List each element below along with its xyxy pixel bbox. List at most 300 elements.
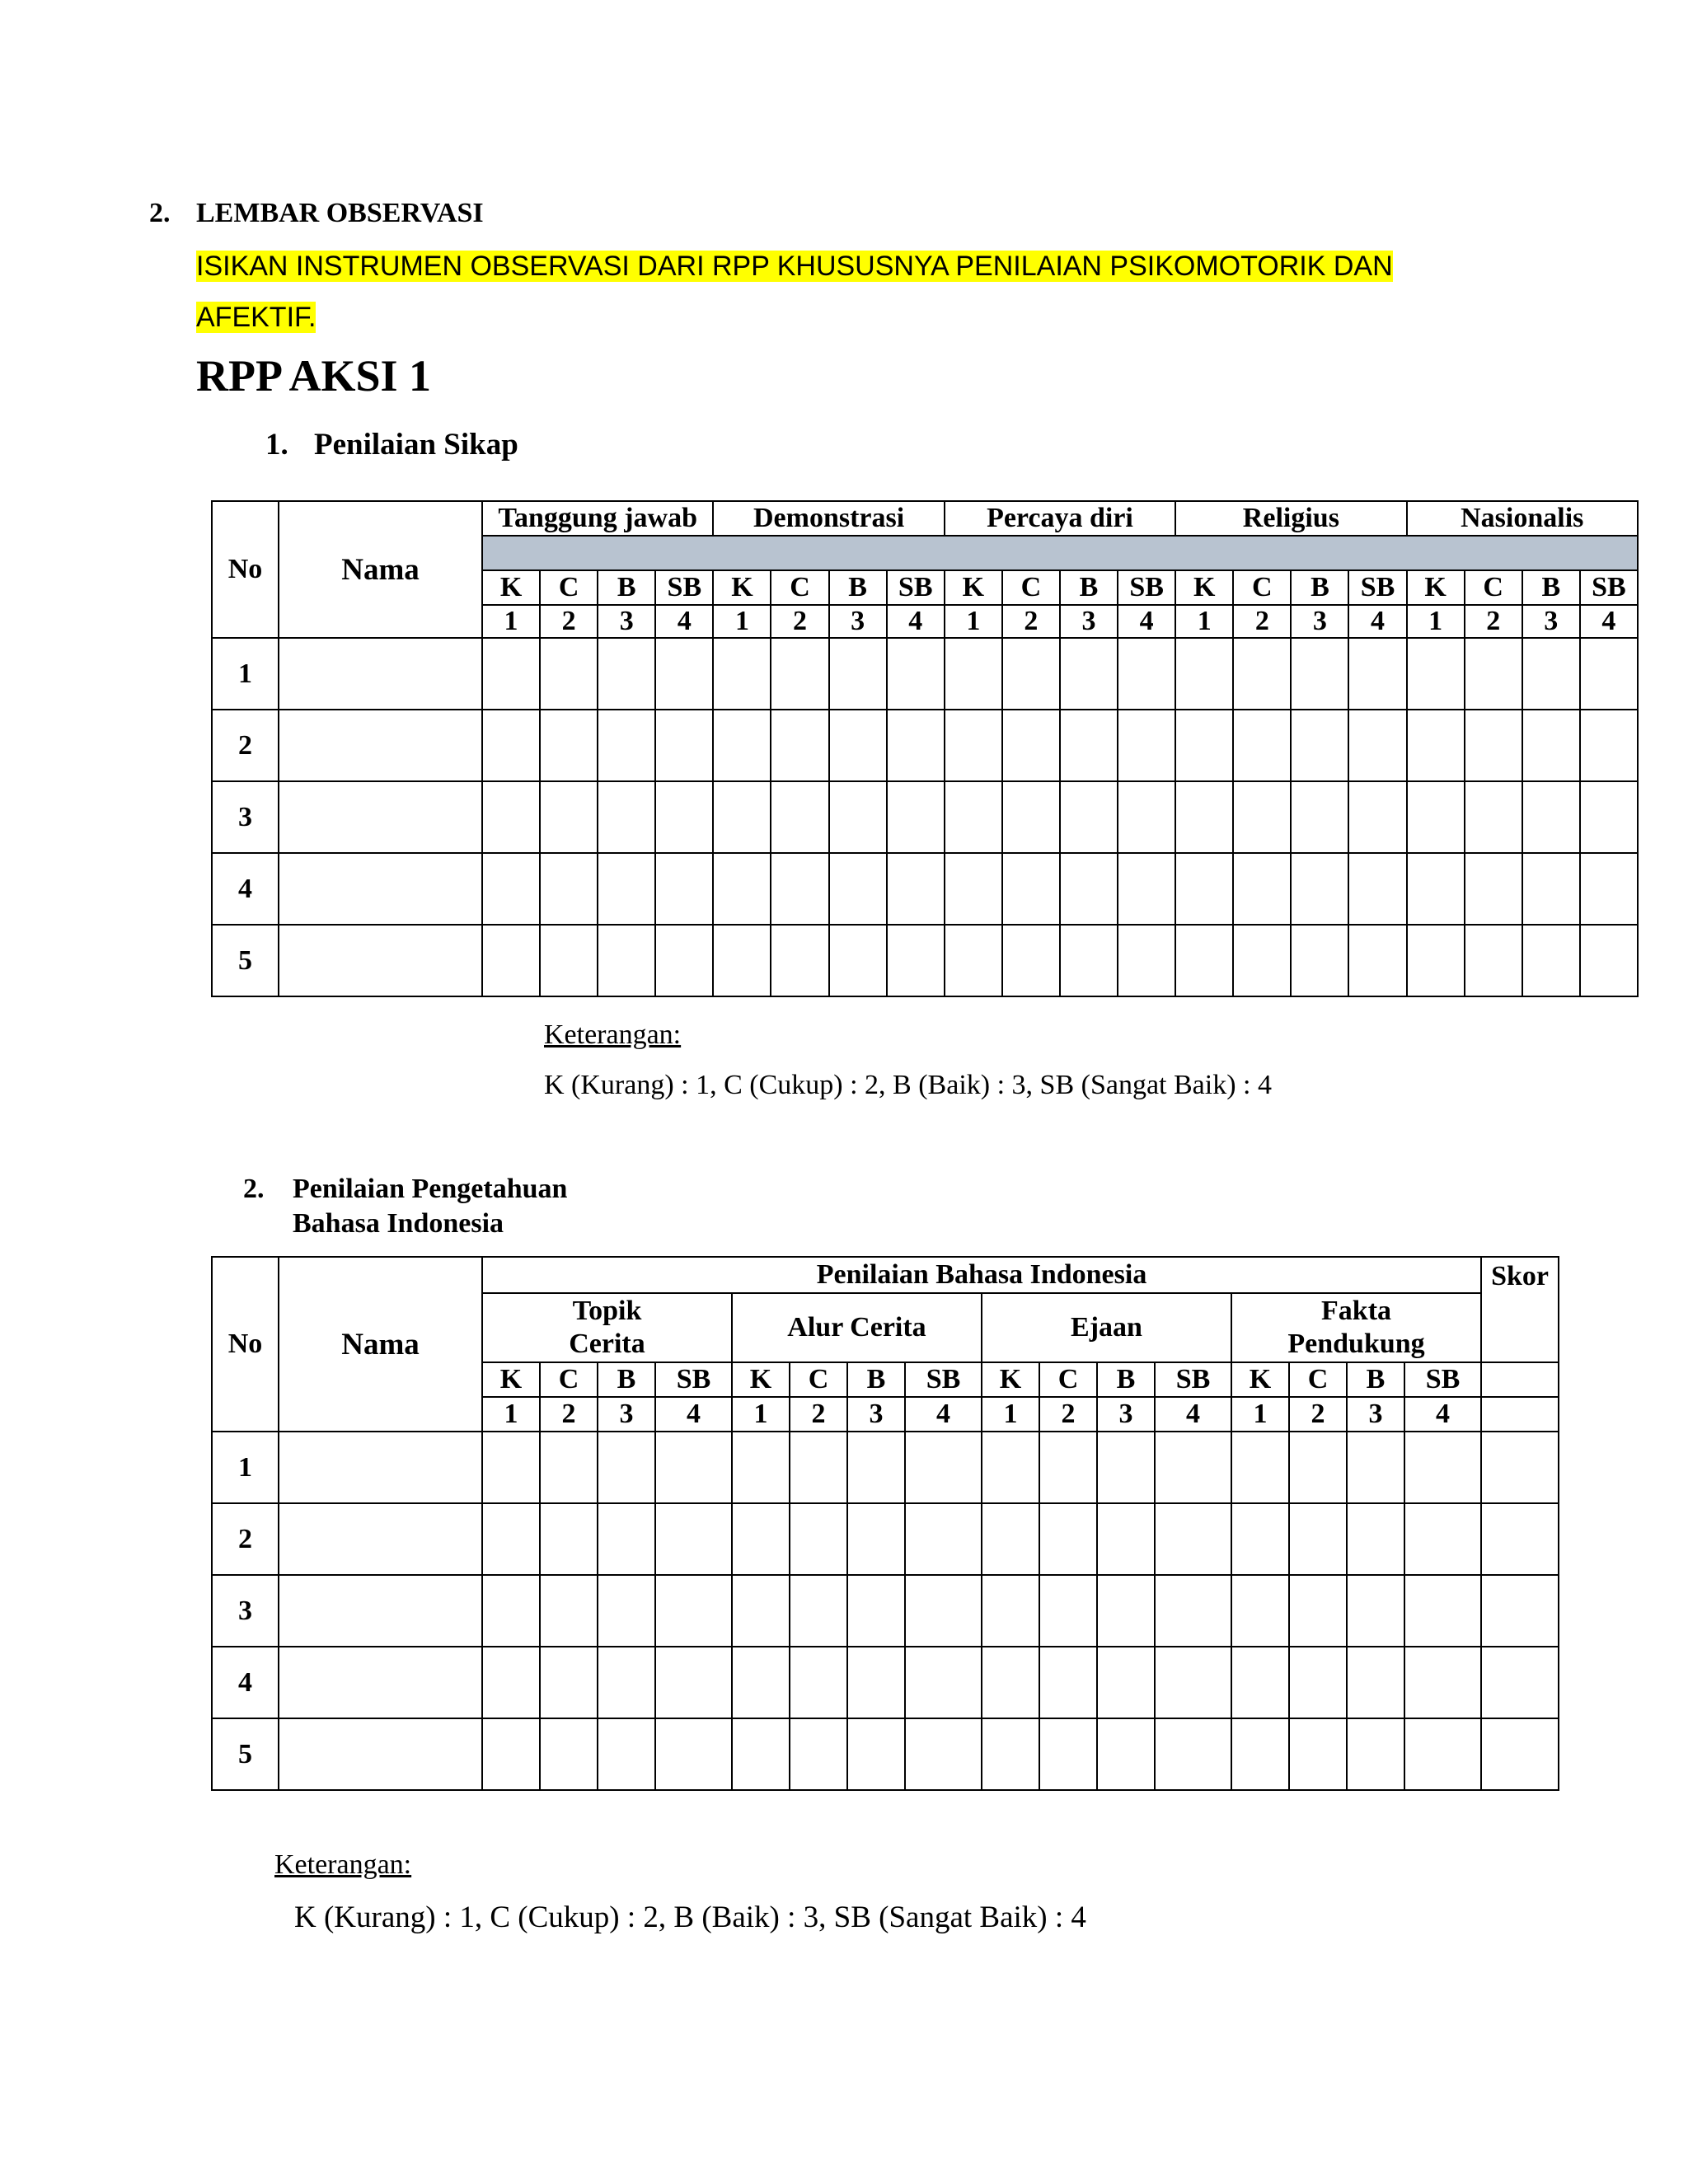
row-number: 4	[212, 853, 279, 925]
row-number: 5	[212, 1718, 279, 1790]
score-cell	[1289, 1718, 1347, 1790]
grade-header: K	[482, 570, 540, 605]
group-header: Religius	[1175, 501, 1406, 536]
score-cell	[982, 1575, 1039, 1647]
section-title: LEMBAR OBSERVASI	[196, 198, 484, 228]
name-cell	[279, 710, 482, 781]
score-header: 2	[1002, 605, 1060, 638]
score-cell	[1522, 925, 1580, 996]
score-cell	[482, 781, 540, 853]
score-cell	[1404, 1432, 1481, 1503]
score-cell	[1233, 638, 1291, 710]
name-cell	[279, 1503, 482, 1575]
score-cell	[982, 1503, 1039, 1575]
score-cell	[1348, 638, 1406, 710]
score-cell	[1404, 1647, 1481, 1718]
score-cell	[1097, 1718, 1155, 1790]
score-cell	[598, 853, 655, 925]
highlight-text: AFEKTIF.	[196, 302, 316, 333]
score-header: 2	[1289, 1397, 1347, 1432]
score-cell	[1233, 925, 1291, 996]
name-cell	[279, 1432, 482, 1503]
score-cell	[713, 853, 771, 925]
table-row	[212, 1503, 1559, 1575]
grade-header: B	[1347, 1362, 1404, 1397]
grade-header: SB	[1155, 1362, 1231, 1397]
score-cell	[1404, 1575, 1481, 1647]
score-header: 3	[1291, 605, 1348, 638]
score-cell	[1580, 638, 1638, 710]
score-header: 3	[1097, 1397, 1155, 1432]
grade-header: SB	[1404, 1362, 1481, 1397]
skor-cell	[1481, 1503, 1559, 1575]
score-cell	[1060, 853, 1118, 925]
score-cell	[1039, 1647, 1097, 1718]
score-header: 3	[598, 1397, 655, 1432]
table-row	[212, 638, 1638, 710]
score-cell	[598, 1432, 655, 1503]
name-cell	[279, 1718, 482, 1790]
score-cell	[540, 925, 598, 996]
score-cell	[713, 710, 771, 781]
part1-title: Penilaian Sikap	[314, 428, 518, 462]
score-cell	[1580, 853, 1638, 925]
score-cell	[1347, 1647, 1404, 1718]
score-cell	[1348, 781, 1406, 853]
grade-header: K	[1407, 570, 1465, 605]
score-cell	[598, 638, 655, 710]
grade-header: K	[482, 1362, 540, 1397]
score-cell	[655, 1432, 732, 1503]
grade-header: SB	[1118, 570, 1175, 605]
score-cell	[732, 1718, 790, 1790]
score-cell	[1175, 710, 1233, 781]
score-cell	[655, 1718, 732, 1790]
skor-cell	[1481, 1647, 1559, 1718]
score-cell	[1060, 781, 1118, 853]
grade-header: SB	[887, 570, 945, 605]
score-header: 1	[945, 605, 1002, 638]
score-cell	[771, 710, 828, 781]
keterangan-label: Keterangan:	[274, 1849, 412, 1880]
score-cell	[598, 1718, 655, 1790]
score-header: 3	[829, 605, 887, 638]
score-cell	[1155, 1575, 1231, 1647]
score-cell	[1347, 1503, 1404, 1575]
grade-header: SB	[1580, 570, 1638, 605]
score-header: 2	[540, 1397, 598, 1432]
score-cell	[713, 638, 771, 710]
score-cell	[1118, 638, 1175, 710]
score-header: 3	[1060, 605, 1118, 638]
name-cell	[279, 638, 482, 710]
group-header: Ejaan	[982, 1293, 1231, 1362]
score-cell	[1289, 1432, 1347, 1503]
score-cell	[1407, 638, 1465, 710]
score-cell	[482, 710, 540, 781]
score-cell	[598, 710, 655, 781]
score-cell	[1231, 1503, 1289, 1575]
skor-cell	[1481, 1575, 1559, 1647]
name-cell	[279, 781, 482, 853]
main-header: Penilaian Bahasa Indonesia	[482, 1257, 1481, 1293]
score-cell	[1580, 710, 1638, 781]
score-cell	[732, 1432, 790, 1503]
score-cell	[1233, 853, 1291, 925]
score-header: 4	[655, 605, 713, 638]
score-cell	[1522, 853, 1580, 925]
score-cell	[1060, 925, 1118, 996]
grade-header: C	[771, 570, 828, 605]
score-cell	[771, 638, 828, 710]
score-cell	[598, 925, 655, 996]
score-cell	[1407, 925, 1465, 996]
grade-header: K	[945, 570, 1002, 605]
score-cell	[1233, 781, 1291, 853]
score-header: 4	[1118, 605, 1175, 638]
score-cell	[732, 1503, 790, 1575]
col-skor-header: Skor	[1481, 1257, 1559, 1362]
score-cell	[905, 1718, 982, 1790]
score-header: 3	[847, 1397, 905, 1432]
score-header: 4	[1155, 1397, 1231, 1432]
score-header: 3	[598, 605, 655, 638]
score-cell	[540, 1647, 598, 1718]
group-header: Fakta Pendukung	[1231, 1293, 1481, 1362]
score-cell	[713, 781, 771, 853]
group-header: Alur Cerita	[732, 1293, 982, 1362]
highlight-text: ISIKAN INSTRUMEN OBSERVASI DARI RPP KHUSUSNYA PENILAIAN PSIKOMOTORIK DAN	[196, 251, 1393, 282]
score-cell	[945, 781, 1002, 853]
grade-header: B	[598, 570, 655, 605]
score-cell	[1465, 638, 1522, 710]
grade-header: B	[1291, 570, 1348, 605]
score-header: 1	[982, 1397, 1039, 1432]
grade-header: B	[847, 1362, 905, 1397]
score-cell	[829, 781, 887, 853]
grade-header: C	[1233, 570, 1291, 605]
score-cell	[1097, 1575, 1155, 1647]
score-cell	[1465, 853, 1522, 925]
score-header: 1	[732, 1397, 790, 1432]
score-cell	[1231, 1575, 1289, 1647]
grade-header: C	[1002, 570, 1060, 605]
score-header: 4	[1404, 1397, 1481, 1432]
grade-header: K	[982, 1362, 1039, 1397]
score-cell	[1097, 1647, 1155, 1718]
grade-header: C	[1465, 570, 1522, 605]
score-header: 4	[905, 1397, 982, 1432]
group-header: Topik Cerita	[482, 1293, 732, 1362]
score-cell	[945, 925, 1002, 996]
grade-header: C	[1289, 1362, 1347, 1397]
table-row	[212, 710, 1638, 781]
table-row	[212, 1718, 1559, 1790]
grade-header: C	[540, 1362, 598, 1397]
score-cell	[1155, 1647, 1231, 1718]
score-cell	[540, 1432, 598, 1503]
score-cell	[1465, 925, 1522, 996]
score-cell	[1097, 1432, 1155, 1503]
score-header: 2	[1039, 1397, 1097, 1432]
grade-header: B	[598, 1362, 655, 1397]
grade-header: B	[829, 570, 887, 605]
score-cell	[1155, 1718, 1231, 1790]
grade-header: C	[540, 570, 598, 605]
score-cell	[1522, 638, 1580, 710]
score-header: 1	[1407, 605, 1465, 638]
score-cell	[1175, 638, 1233, 710]
score-cell	[482, 1718, 540, 1790]
part2-title: Penilaian Pengetahuan	[293, 1174, 568, 1204]
score-cell	[1291, 853, 1348, 925]
score-cell	[540, 638, 598, 710]
score-cell	[790, 1647, 847, 1718]
score-cell	[1289, 1503, 1347, 1575]
score-cell	[790, 1718, 847, 1790]
score-cell	[1118, 781, 1175, 853]
score-cell	[598, 1575, 655, 1647]
score-cell	[887, 638, 945, 710]
score-cell	[482, 1575, 540, 1647]
row-number: 2	[212, 1503, 279, 1575]
skor-cell	[1481, 1432, 1559, 1503]
table-row	[212, 1575, 1559, 1647]
skor-cell	[1481, 1718, 1559, 1790]
score-cell	[1291, 781, 1348, 853]
grade-header: SB	[905, 1362, 982, 1397]
header-band	[482, 536, 1638, 570]
col-nama-header: Nama	[279, 501, 482, 638]
table-row	[212, 925, 1638, 996]
group-header: Demonstrasi	[713, 501, 944, 536]
score-cell	[1348, 853, 1406, 925]
instruction-line-1	[196, 247, 1393, 285]
score-cell	[655, 853, 713, 925]
group-header: Tanggung jawab	[482, 501, 713, 536]
score-cell	[732, 1647, 790, 1718]
score-cell	[1002, 925, 1060, 996]
score-cell	[482, 638, 540, 710]
score-cell	[1002, 638, 1060, 710]
keterangan-text: K (Kurang) : 1, C (Cukup) : 2, B (Baik) : 3, SB (Sangat Baik) : 4	[544, 1070, 1272, 1100]
score-cell	[905, 1575, 982, 1647]
col-no-header: No	[212, 501, 279, 638]
grade-header: C	[790, 1362, 847, 1397]
score-cell	[1465, 781, 1522, 853]
keterangan-text: K (Kurang) : 1, C (Cukup) : 2, B (Baik) : 3, SB (Sangat Baik) : 4	[294, 1900, 1086, 1934]
grade-header: SB	[655, 1362, 732, 1397]
score-cell	[655, 1503, 732, 1575]
score-cell	[655, 781, 713, 853]
part2-subtitle: Bahasa Indonesia	[293, 1208, 504, 1239]
score-cell	[1039, 1432, 1097, 1503]
score-cell	[1291, 710, 1348, 781]
score-cell	[1347, 1718, 1404, 1790]
score-header: 2	[540, 605, 598, 638]
score-cell	[1002, 710, 1060, 781]
score-cell	[482, 925, 540, 996]
score-cell	[1233, 710, 1291, 781]
score-cell	[1118, 710, 1175, 781]
score-cell	[540, 1503, 598, 1575]
score-cell	[771, 925, 828, 996]
row-number: 1	[212, 1432, 279, 1503]
score-cell	[887, 925, 945, 996]
score-header: 4	[1348, 605, 1406, 638]
score-header: 1	[1175, 605, 1233, 638]
score-header: 4	[887, 605, 945, 638]
sikap-table	[211, 500, 1639, 997]
table-row	[212, 1647, 1559, 1718]
skor-blank	[1481, 1362, 1559, 1397]
row-number: 2	[212, 710, 279, 781]
score-cell	[771, 853, 828, 925]
score-cell	[482, 853, 540, 925]
score-cell	[1407, 853, 1465, 925]
table-row	[212, 781, 1638, 853]
col-nama-header: Nama	[279, 1257, 482, 1432]
score-cell	[905, 1503, 982, 1575]
score-cell	[540, 1575, 598, 1647]
row-number: 1	[212, 638, 279, 710]
name-cell	[279, 1575, 482, 1647]
group-header: Percaya diri	[945, 501, 1175, 536]
score-header: 1	[482, 1397, 540, 1432]
score-header: 1	[1231, 1397, 1289, 1432]
score-cell	[1002, 853, 1060, 925]
score-cell	[790, 1575, 847, 1647]
section-number: 2.	[149, 198, 171, 228]
score-header: 4	[655, 1397, 732, 1432]
grade-header: K	[713, 570, 771, 605]
grade-header: SB	[1348, 570, 1406, 605]
score-cell	[1155, 1432, 1231, 1503]
score-cell	[1039, 1503, 1097, 1575]
score-header: 1	[713, 605, 771, 638]
score-cell	[829, 710, 887, 781]
score-header: 3	[1347, 1397, 1404, 1432]
score-cell	[771, 781, 828, 853]
score-header: 4	[1580, 605, 1638, 638]
instruction-line-2	[196, 298, 316, 336]
score-cell	[982, 1432, 1039, 1503]
score-cell	[1002, 781, 1060, 853]
score-cell	[847, 1503, 905, 1575]
score-cell	[945, 710, 1002, 781]
part2-number: 2.	[243, 1174, 265, 1204]
score-cell	[1404, 1503, 1481, 1575]
score-cell	[1347, 1575, 1404, 1647]
score-cell	[540, 781, 598, 853]
score-cell	[655, 1575, 732, 1647]
grade-header: K	[1231, 1362, 1289, 1397]
score-cell	[982, 1647, 1039, 1718]
score-cell	[1289, 1647, 1347, 1718]
grade-header: SB	[655, 570, 713, 605]
score-cell	[1060, 638, 1118, 710]
score-cell	[1407, 781, 1465, 853]
skor-blank	[1481, 1397, 1559, 1432]
score-cell	[1407, 710, 1465, 781]
score-cell	[540, 710, 598, 781]
name-cell	[279, 1647, 482, 1718]
name-cell	[279, 925, 482, 996]
keterangan-label: Keterangan:	[544, 1019, 682, 1050]
score-cell	[1175, 781, 1233, 853]
pengetahuan-table	[211, 1256, 1559, 1791]
score-cell	[829, 638, 887, 710]
score-cell	[1465, 710, 1522, 781]
score-cell	[982, 1718, 1039, 1790]
score-cell	[1348, 925, 1406, 996]
score-header: 2	[1233, 605, 1291, 638]
score-cell	[1580, 781, 1638, 853]
score-cell	[732, 1575, 790, 1647]
score-cell	[598, 1647, 655, 1718]
row-number: 3	[212, 781, 279, 853]
score-cell	[482, 1432, 540, 1503]
score-cell	[1118, 853, 1175, 925]
grade-header: K	[1175, 570, 1233, 605]
score-cell	[905, 1432, 982, 1503]
score-cell	[847, 1432, 905, 1503]
row-number: 5	[212, 925, 279, 996]
group-header: Nasionalis	[1407, 501, 1638, 536]
score-cell	[540, 853, 598, 925]
grade-header: K	[732, 1362, 790, 1397]
score-cell	[829, 853, 887, 925]
score-cell	[887, 781, 945, 853]
score-cell	[1348, 710, 1406, 781]
score-cell	[1291, 638, 1348, 710]
score-cell	[1291, 925, 1348, 996]
score-cell	[887, 710, 945, 781]
score-cell	[1039, 1575, 1097, 1647]
row-number: 3	[212, 1575, 279, 1647]
score-cell	[540, 1718, 598, 1790]
score-header: 2	[771, 605, 828, 638]
row-number: 4	[212, 1647, 279, 1718]
score-cell	[1231, 1718, 1289, 1790]
score-header: 2	[790, 1397, 847, 1432]
score-cell	[1175, 853, 1233, 925]
grade-header: B	[1060, 570, 1118, 605]
score-cell	[482, 1503, 540, 1575]
score-header: 2	[1465, 605, 1522, 638]
score-cell	[598, 1503, 655, 1575]
score-cell	[945, 638, 1002, 710]
score-cell	[1175, 925, 1233, 996]
score-cell	[1522, 781, 1580, 853]
score-cell	[1155, 1503, 1231, 1575]
score-cell	[1231, 1432, 1289, 1503]
grade-header: B	[1522, 570, 1580, 605]
score-cell	[847, 1575, 905, 1647]
col-no-header: No	[212, 1257, 279, 1432]
score-cell	[945, 853, 1002, 925]
score-header: 1	[482, 605, 540, 638]
rpp-title: RPP AKSI 1	[196, 351, 432, 401]
score-cell	[482, 1647, 540, 1718]
score-cell	[887, 853, 945, 925]
score-cell	[655, 925, 713, 996]
score-cell	[1580, 925, 1638, 996]
score-cell	[1118, 925, 1175, 996]
score-cell	[847, 1647, 905, 1718]
score-cell	[713, 925, 771, 996]
score-cell	[1347, 1432, 1404, 1503]
